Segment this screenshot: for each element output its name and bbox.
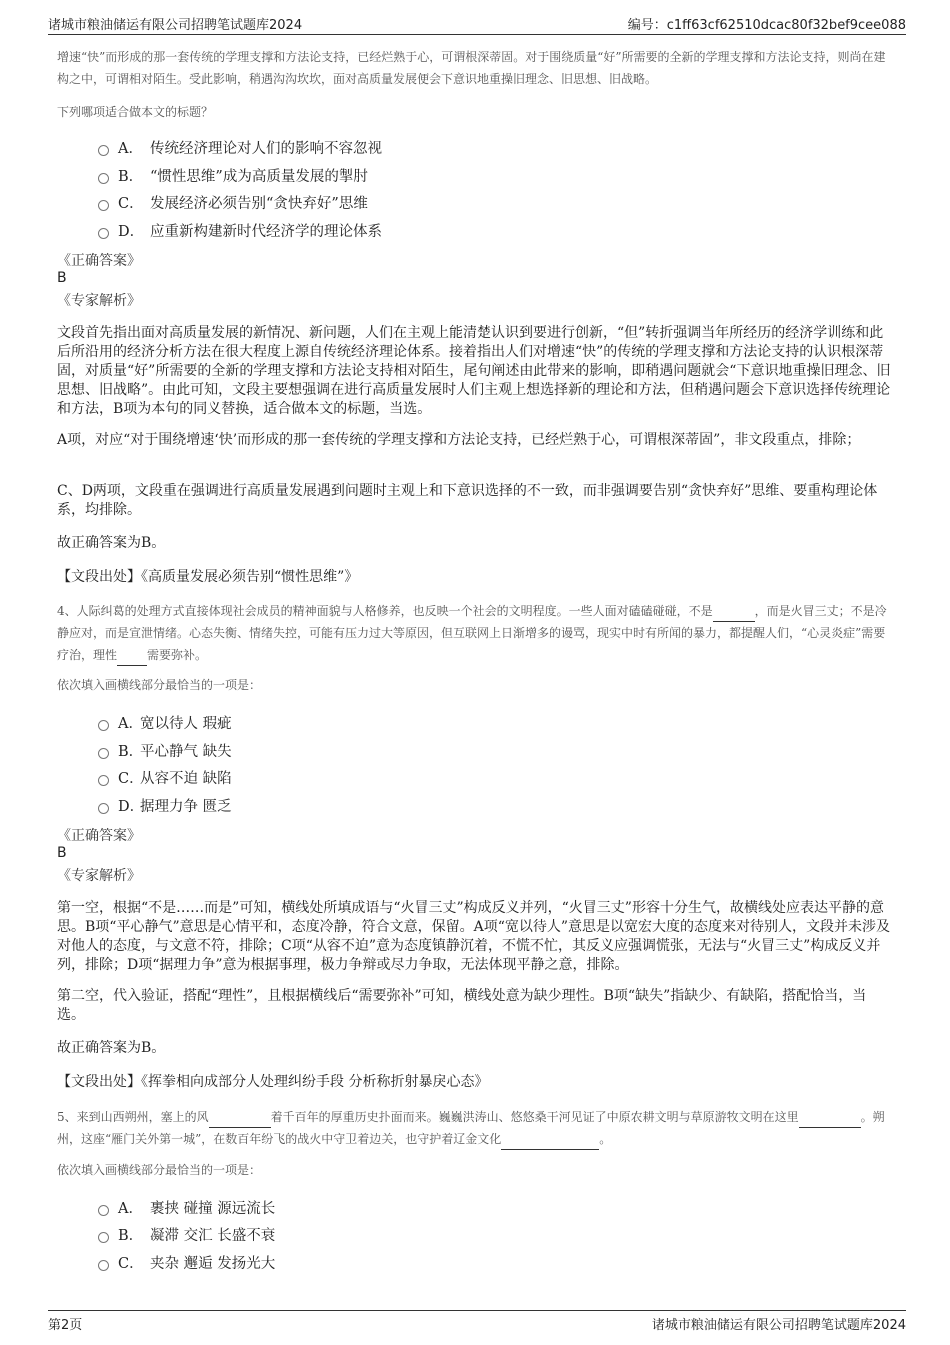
q4-stem-part1: 4、人际纠葛的处理方式直接体现社会成员的精神面貌与人格修养，也反映一个社会的文明程度。一些人面对磕磕碰碰，不是 <box>57 604 713 618</box>
radio-icon[interactable] <box>98 775 109 786</box>
q4-stem-part2: ，而是火冒三丈；不是冷静应对，而是宣泄情绪。心态失衡、情绪失控，可能有压力过大等原因，但互联网上日渐增多的谩骂，现实中时有所闻的暴力，都提醒人们，“心灵炎症”需要疗治，理性 <box>57 604 887 662</box>
option-text: 应重新构建新时代经济学的理论体系 <box>150 223 382 240</box>
blank-line <box>713 607 755 622</box>
q4-analysis-p1: 第一空，根据“不是……而是”可知，横线处所填成语与“火冒三丈”构成反义并列，“火冒三丈”形容十分生气，故横线处应表达平静的意思。B项“平心静气”意思是心情平和，态度冷静，符合文意，保留。A项“宽以待人”意思是以宽宏大度的态度来对待别人，文段并未涉及对他人的态度，与文意不符，排除；C项“从容不迫”意为态度镇静沉着，不慌不忙，其反义应强调慌张，无法与“火冒三丈”构成反义并列，排除；D项“据理力争”意为根据事理，极力争辩或尽力争取，无法体现平静之意，排除。 <box>57 900 891 973</box>
q5-prompt: 依次填入画横线部分最恰当的一项是： <box>57 1163 262 1177</box>
q5-stem <box>57 1106 893 1150</box>
q3-option-a[interactable] <box>98 135 382 159</box>
q3-passage: 增速“快”而形成的那一套传统的学理支撑和方法论支持，已经烂熟于心，可谓根深蒂固。对于围绕质量“好”所需要的全新的学理支撑和方法论支持，则尚在建构之中，可谓相对陌生。受此影响，稍遇沟沟坎坎，面对高质量发展便会下意识地重操旧理念、旧思想、旧战略。 <box>57 50 886 86</box>
option-text: 凝滞 交汇 长盛不衰 <box>150 1227 276 1244</box>
q4-prompt: 依次填入画横线部分最恰当的一项是： <box>57 678 262 692</box>
q3-answer-label: 《正确答案》 <box>57 253 141 269</box>
radio-icon[interactable] <box>98 228 109 239</box>
option-text: 宽以待人 瑕疵 <box>140 715 232 732</box>
blank-line <box>209 1113 271 1128</box>
radio-icon[interactable] <box>98 748 109 759</box>
q3-analysis-p3: C、D两项，文段重在强调进行高质量发展遇到问题时主观上和下意识选择的不一致，而非强调要告别“贪快弃好”思维、要重构理论体系，均排除。 <box>57 483 878 518</box>
q5-stem-part2: 着千百年的厚重历史扑面而来。巍巍洪涛山、悠悠桑干河见证了中原农耕文明与草原游牧文明在这里 <box>270 1110 799 1124</box>
option-text: 发展经济必须告别“贪快弃好”思维 <box>150 195 368 212</box>
q4-analysis-p3: 故正确答案为B。 <box>57 1040 166 1056</box>
q4-option-b[interactable] <box>98 738 232 762</box>
q4-analysis-p2: 第二空，代入验证，搭配“理性”，且根据横线后“需要弥补”可知，横线处意为缺少理性。B项“缺失”指缺少、有缺陷，搭配恰当，当选。 <box>57 988 867 1023</box>
option-letter: C． <box>118 770 144 787</box>
option-text: 传统经济理论对人们的影响不容忽视 <box>150 140 382 157</box>
option-letter: A． <box>118 1200 143 1217</box>
option-text: “惯性思维”成为高质量发展的掣肘 <box>150 168 368 185</box>
option-letter: B． <box>118 1227 144 1244</box>
q4-stem-part3: 需要弥补。 <box>147 648 208 662</box>
radio-icon[interactable] <box>98 803 109 814</box>
option-text: 从容不迫 缺陷 <box>140 770 232 787</box>
q4-option-c[interactable] <box>98 765 232 789</box>
q4-answer-label: 《正确答案》 <box>57 828 141 844</box>
q4-source: 【文段出处】《挥拳相向成部分人处理纠纷手段 分析称折射暴戾心态》 <box>57 1074 489 1090</box>
option-letter: D． <box>118 798 145 815</box>
q4-option-d[interactable] <box>98 793 232 817</box>
q3-analysis-label: 《专家解析》 <box>57 293 141 309</box>
page-footer <box>48 1310 906 1333</box>
radio-icon[interactable] <box>98 720 109 731</box>
q5-option-c[interactable] <box>98 1250 275 1274</box>
q3-answer: B <box>57 270 67 286</box>
q3-prompt: 下列哪项适合做本文的标题？ <box>57 105 214 119</box>
q3-option-b[interactable] <box>98 163 368 187</box>
radio-icon[interactable] <box>98 145 109 156</box>
radio-icon[interactable] <box>98 200 109 211</box>
q3-option-c[interactable] <box>98 190 368 214</box>
option-letter: B． <box>118 743 144 760</box>
blank-line <box>501 1135 599 1150</box>
radio-icon[interactable] <box>98 1205 109 1216</box>
q4-stem <box>57 600 893 666</box>
q3-option-d[interactable] <box>98 218 382 242</box>
blank-line <box>117 651 147 666</box>
radio-icon[interactable] <box>98 1260 109 1271</box>
page-header <box>48 12 906 35</box>
option-text: 裹挟 碰撞 源远流长 <box>150 1200 276 1217</box>
radio-icon[interactable] <box>98 1232 109 1243</box>
option-letter: A． <box>118 140 143 157</box>
header-doc-id: 编号：c1ff63cf62510dcac80f32bef9cee088 <box>627 18 906 33</box>
option-letter: A． <box>118 715 143 732</box>
q5-stem-part3: 。朔州，这座“雁门关外第一城”，在数百年纷飞的战火中守卫着边关，也守护着辽金文化 <box>57 1110 885 1146</box>
q4-option-a[interactable] <box>98 710 232 734</box>
q5-stem-part1: 5、来到山西朔州，塞上的风 <box>57 1110 209 1124</box>
option-letter: C． <box>118 195 144 212</box>
q3-analysis-p2: A项，对应“对于围绕增速‘快’而形成的那一套传统的学理支撑和方法论支持，已经烂熟于心，可谓根深蒂固”，非文段重点，排除； <box>57 432 861 448</box>
q4-answer: B <box>57 845 67 861</box>
option-text: 平心静气 缺失 <box>140 743 232 760</box>
q5-option-a[interactable] <box>98 1195 275 1219</box>
q3-analysis-p4: 故正确答案为B。 <box>57 535 166 551</box>
q3-source: 【文段出处】《高质量发展必须告别“惯性思维”》 <box>57 569 359 585</box>
q5-option-b[interactable] <box>98 1222 275 1246</box>
header-title: 诸城市粮油储运有限公司招聘笔试题库2024 <box>48 18 303 33</box>
option-letter: C． <box>118 1255 144 1272</box>
blank-line <box>799 1113 861 1128</box>
q3-analysis-p1: 文段首先指出面对高质量发展的新情况、新问题，人们在主观上能清楚认识到要进行创新，“但”转折强调当年所经历的经济学训练和此后所沿用的经济分析方法在很大程度上源自传统经济理论体系。接着指出人们对增速“快”的传统的学理支撑和方法论支持的认识根深蒂固，对质量“好”所需要的全新的学理支撑和方法论支持相对陌生，尾句阐述由此带来的影响，即稍遇问题就会“下意识地重操旧理念、旧思想、旧战略”。由此可知，文段主要想强调在进行高质量发展时人们主观上想选择新的理论和方法，但稍遇问题会下意识选择传统理论和方法，B项为本句的同义替换，适合做本文的标题，当选。 <box>57 325 891 417</box>
option-text: 据理力争 匮乏 <box>140 798 232 815</box>
q5-stem-part4: 。 <box>599 1132 612 1146</box>
option-letter: D． <box>118 223 145 240</box>
option-letter: B． <box>118 168 144 185</box>
page-number: 第2页 <box>48 1318 83 1333</box>
option-text: 夹杂 邂逅 发扬光大 <box>150 1255 276 1272</box>
q4-analysis-label: 《专家解析》 <box>57 868 141 884</box>
radio-icon[interactable] <box>98 173 109 184</box>
footer-title: 诸城市粮油储运有限公司招聘笔试题库2024 <box>651 1318 906 1333</box>
